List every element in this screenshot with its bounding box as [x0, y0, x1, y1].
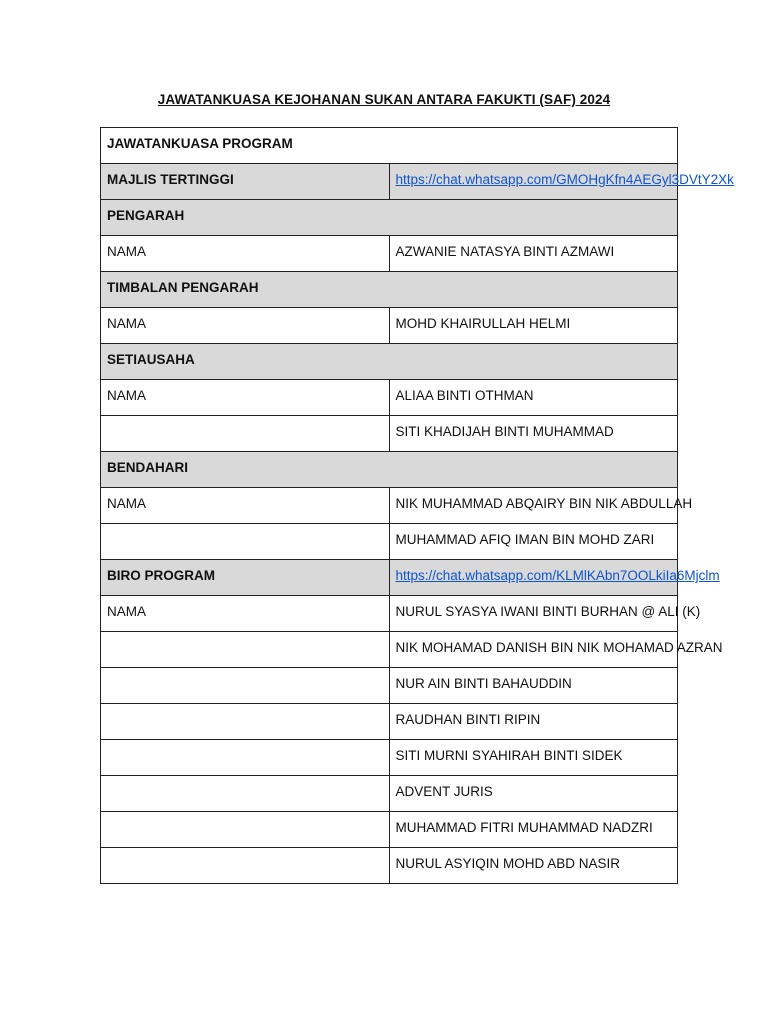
field-label: [101, 812, 390, 848]
document-title: JAWATANKUASA KEJOHANAN SUKAN ANTARA FAKUKTI (SAF) 2024: [157, 92, 611, 107]
field-label: [101, 668, 390, 704]
member-name: ADVENT JURIS: [389, 776, 678, 812]
member-name: MOHD KHAIRULLAH HELMI: [389, 308, 678, 344]
committee-row-entry: [101, 812, 678, 848]
committee-row-entry: [101, 668, 678, 704]
field-label: NAMA: [101, 236, 390, 272]
field-label: [101, 776, 390, 812]
committee-row-section: [101, 344, 678, 380]
committee-row-entry: [101, 236, 678, 272]
whatsapp-group-link[interactable]: https://chat.whatsapp.com/KLMlKAbn7OOLkiIa6Mjclm: [395, 568, 720, 583]
section-title: TIMBALAN PENGARAH: [101, 272, 678, 308]
section-title: BENDAHARI: [101, 452, 678, 488]
member-name: SITI KHADIJAH BINTI MUHAMMAD: [389, 416, 678, 452]
field-label: [101, 632, 390, 668]
committee-row-entry: [101, 308, 678, 344]
field-label: NAMA: [101, 488, 390, 524]
section-title: BIRO PROGRAM: [101, 560, 390, 596]
committee-row-entry: [101, 740, 678, 776]
member-name: AZWANIE NATASYA BINTI AZMAWI: [389, 236, 678, 272]
committee-row-entry: [101, 380, 678, 416]
committee-table: [100, 127, 734, 884]
field-label: NAMA: [101, 380, 390, 416]
committee-row-entry: [101, 488, 678, 524]
field-label: NAMA: [101, 308, 390, 344]
committee-row-entry: [101, 848, 678, 884]
field-label: [101, 416, 390, 452]
committee-row-entry: [101, 416, 678, 452]
committee-row-header: [101, 128, 678, 164]
committee-row-entry: [101, 524, 678, 560]
field-label: [101, 524, 390, 560]
committee-row-section: [101, 272, 678, 308]
whatsapp-link-cell: [389, 164, 734, 200]
member-name: NIK MUHAMMAD ABQAIRY BIN NIK ABDULLAH: [389, 488, 678, 524]
committee-table-body: [101, 128, 734, 884]
committee-row-entry: [101, 596, 678, 632]
committee-row-section-link: [101, 164, 678, 200]
whatsapp-link-cell: [389, 560, 720, 596]
committee-row-entry: [101, 632, 678, 668]
member-name: NURUL SYASYA IWANI BINTI BURHAN @ ALI (K): [389, 596, 678, 632]
whatsapp-group-link[interactable]: https://chat.whatsapp.com/GMOHgKfn4AEGyl3DVtY2Xk: [395, 172, 734, 187]
member-name: SITI MURNI SYAHIRAH BINTI SIDEK: [389, 740, 678, 776]
section-title: MAJLIS TERTINGGI: [101, 164, 390, 200]
member-name: NUR AIN BINTI BAHAUDDIN: [389, 668, 678, 704]
member-name: MUHAMMAD FITRI MUHAMMAD NADZRI: [389, 812, 678, 848]
member-name: NURUL ASYIQIN MOHD ABD NASIR: [389, 848, 678, 884]
committee-row-entry: [101, 704, 678, 740]
field-label: [101, 704, 390, 740]
member-name: ALIAA BINTI OTHMAN: [389, 380, 678, 416]
table-header-title: JAWATANKUASA PROGRAM: [101, 128, 678, 164]
committee-row-section: [101, 200, 678, 236]
member-name: RAUDHAN BINTI RIPIN: [389, 704, 678, 740]
committee-row-section-link: [101, 560, 678, 596]
field-label: NAMA: [101, 596, 390, 632]
member-name: MUHAMMAD AFIQ IMAN BIN MOHD ZARI: [389, 524, 678, 560]
section-title: SETIAUSAHA: [101, 344, 678, 380]
member-name: NIK MOHAMAD DANISH BIN NIK MOHAMAD AZRAN: [389, 632, 678, 668]
field-label: [101, 848, 390, 884]
section-title: PENGARAH: [101, 200, 678, 236]
field-label: [101, 740, 390, 776]
committee-row-section: [101, 452, 678, 488]
committee-row-entry: [101, 776, 678, 812]
